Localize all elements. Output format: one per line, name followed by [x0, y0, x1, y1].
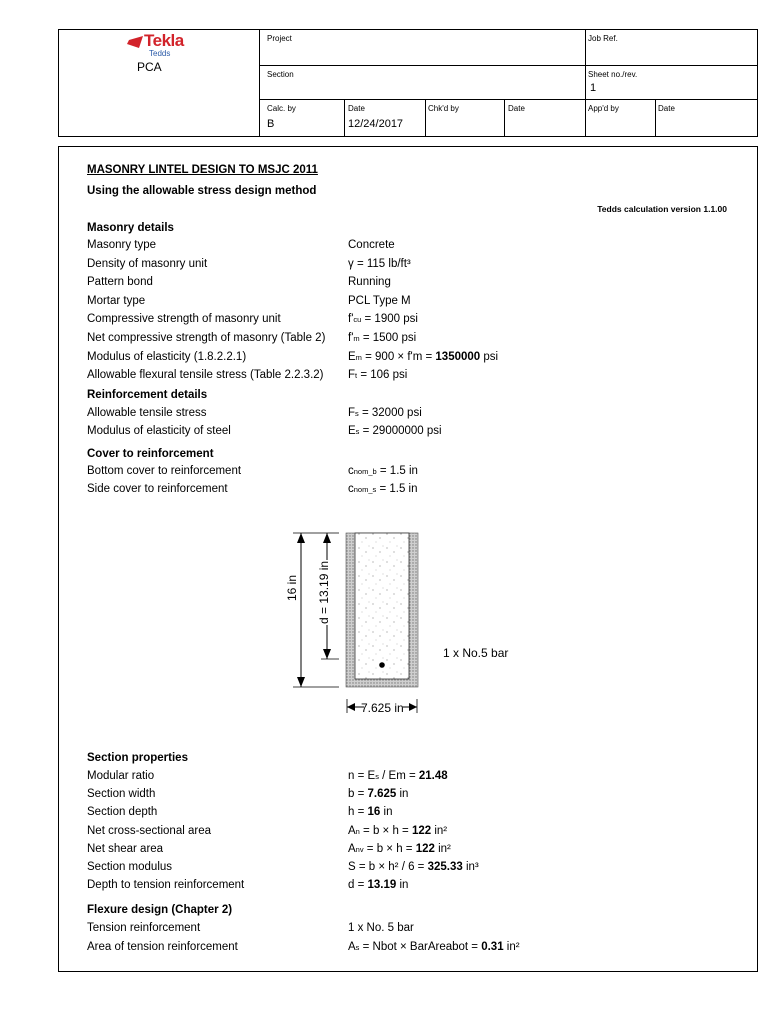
reinforcement-heading: Reinforcement details — [87, 389, 208, 401]
height-dimension-label: 16 in — [285, 574, 299, 601]
cover-heading: Cover to reinforcement — [87, 448, 214, 460]
calculation-sheet — [58, 146, 758, 972]
version-text: Tedds calculation version 1.1.00 — [597, 204, 727, 214]
section-row-label: Depth to tension reinforcement — [87, 879, 245, 892]
masonry-row-value: f'm = 1500 psi — [348, 332, 417, 344]
reinf-row-label: Modulus of elasticity of steel — [87, 425, 231, 437]
cover-row-value: cnom_s = 1.5 in — [348, 483, 418, 495]
chkd-label: Chk'd by — [428, 104, 459, 113]
flexure-row-value: As = Nbot × BarAreabot = 0.31 in² — [348, 940, 520, 953]
reinf-row-value: Fs = 32000 psi — [348, 407, 422, 419]
section-row-value: b = 7.625 in — [348, 788, 409, 801]
masonry-row-value: Em = 900 × f'm = 1350000 psi — [348, 350, 499, 363]
section-row-label: Net cross-sectional area — [87, 824, 211, 837]
lintel-section-diagram — [259, 517, 559, 727]
doc-title: MASONRY LINTEL DESIGN TO MSJC 2011 — [87, 164, 318, 176]
section-row-label: Net shear area — [87, 842, 164, 855]
rebar-dot — [379, 662, 385, 668]
cover-row-label: Bottom cover to reinforcement — [87, 465, 242, 477]
section-properties-heading: Section properties — [87, 752, 188, 764]
section-row-label: Section depth — [87, 806, 158, 819]
tekla-logo-icon — [127, 35, 145, 49]
appd-label: App'd by — [588, 104, 619, 113]
jobref-label: Job Ref. — [588, 34, 618, 43]
calcby-label: Calc. by — [267, 104, 296, 113]
flexure-row-label: Tension reinforcement — [87, 922, 201, 934]
section-row-label: Section modulus — [87, 861, 173, 873]
section-row-value: Anv = b × h = 122 in² — [348, 842, 451, 855]
lintel-core — [355, 533, 409, 679]
masonry-row-value: γ = 115 lb/ft³ — [348, 257, 411, 270]
appd-date-label: Date — [658, 104, 675, 113]
masonry-row-value: f'cu = 1900 psi — [348, 313, 418, 326]
sheet-label: Sheet no./rev. — [588, 70, 638, 79]
logo-text: Tekla — [144, 31, 184, 50]
section-row-value: An = b × h = 122 in² — [348, 824, 448, 837]
bar-label: 1 x No.5 bar — [443, 646, 509, 660]
doc-subtitle: Using the allowable stress design method — [87, 185, 317, 197]
section-row-label: Modular ratio — [87, 770, 155, 782]
masonry-row-label: Density of masonry unit — [87, 257, 208, 270]
date-label: Date — [348, 104, 365, 113]
masonry-row-value: Ft = 106 psi — [348, 369, 408, 382]
depth-dimension-label: d = 13.19 in — [317, 560, 331, 624]
masonry-row-label: Net compressive strength of masonry (Table 2) — [87, 332, 326, 344]
masonry-row-value: Concrete — [348, 239, 395, 251]
masonry-row-label: Mortar type — [87, 294, 146, 307]
section-row-value: h = 16 in — [348, 806, 393, 819]
cover-row-value: cnom_b = 1.5 in — [348, 465, 418, 477]
masonry-row-value: PCL Type M — [348, 294, 411, 307]
project-label: Project — [267, 34, 292, 43]
section-row-value: n = Es / Em = 21.48 — [348, 770, 448, 782]
masonry-heading: Masonry details — [87, 222, 174, 234]
section-row-label: Section width — [87, 788, 156, 801]
logo-subtext: Tedds — [149, 49, 171, 58]
flexure-row-label: Area of tension reinforcement — [87, 940, 238, 953]
masonry-row-label: Allowable flexural tensile stress (Table 2.2.3.2) — [87, 369, 324, 382]
cover-row-label: Side cover to reinforcement — [87, 483, 228, 495]
title-block — [58, 29, 758, 137]
reinf-row-value: Es = 29000000 psi — [348, 425, 442, 437]
sheet-value: 1 — [590, 82, 597, 94]
masonry-row-label: Pattern bond — [87, 276, 153, 289]
reinf-row-label: Allowable tensile stress — [87, 407, 207, 419]
chkd-date-label: Date — [508, 104, 525, 113]
section-row-value: S = b × h² / 6 = 325.33 in³ — [348, 861, 479, 873]
flexure-heading: Flexure design (Chapter 2) — [87, 904, 233, 916]
masonry-row-label: Compressive strength of masonry unit — [87, 313, 281, 326]
tekla-logo — [127, 32, 207, 62]
section-row-value: d = 13.19 in — [348, 879, 409, 892]
width-dimension-label: 7.625 in — [361, 701, 404, 715]
section-label: Section — [267, 70, 294, 79]
masonry-row-label: Modulus of elasticity (1.8.2.2.1) — [87, 350, 247, 363]
masonry-row-value: Running — [348, 276, 391, 289]
masonry-row-label: Masonry type — [87, 239, 157, 251]
date-value: 12/24/2017 — [348, 118, 404, 130]
company-name: PCA — [137, 60, 162, 74]
calcby-value: B — [267, 118, 275, 130]
flexure-row-value: 1 x No. 5 bar — [348, 922, 414, 934]
